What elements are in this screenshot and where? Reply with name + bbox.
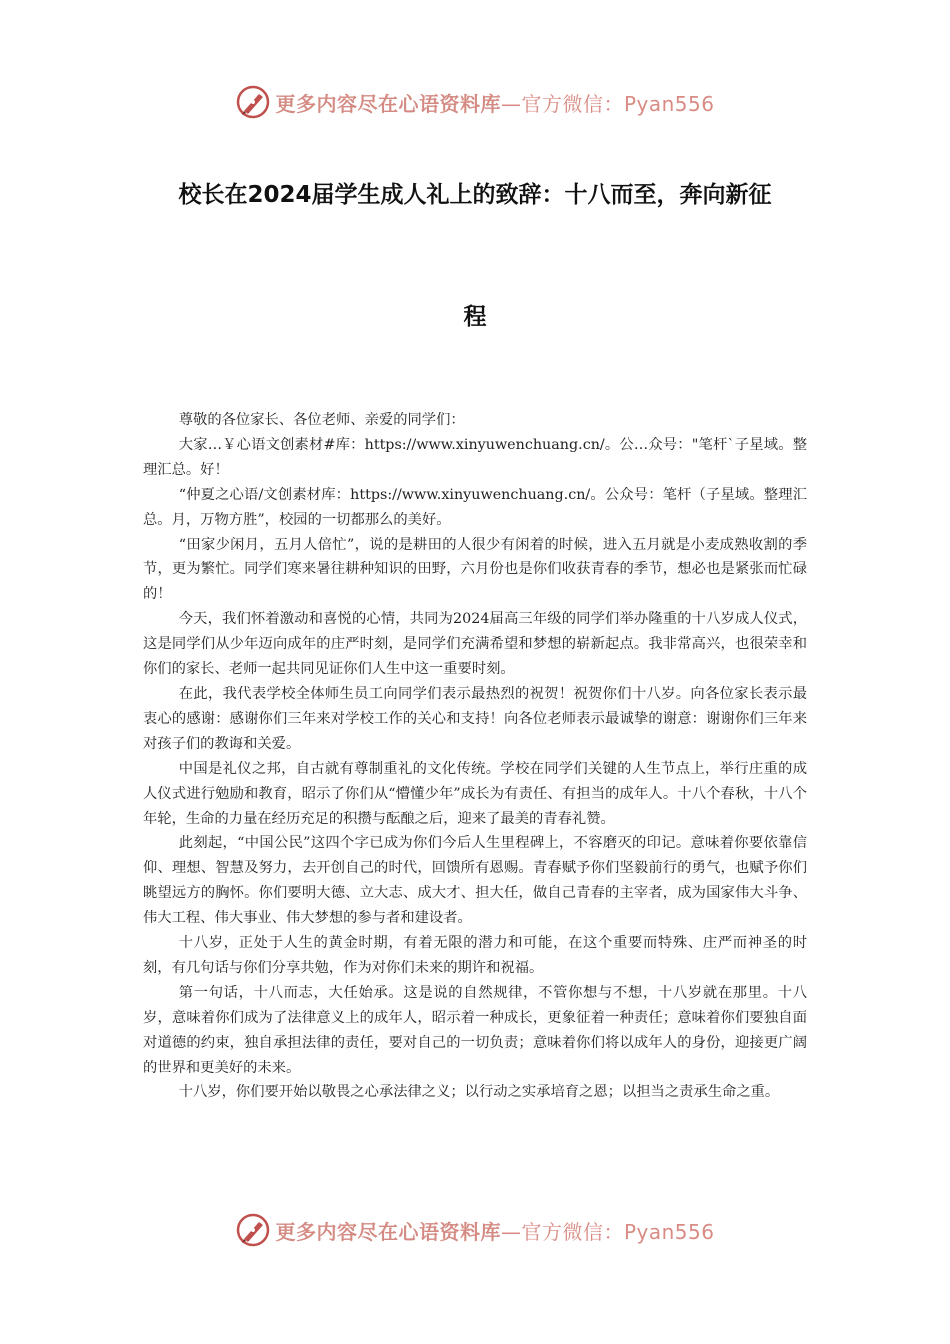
footer-watermark	[0, 1210, 950, 1250]
pen-logo-icon	[235, 1212, 271, 1248]
header-watermark	[0, 82, 950, 122]
paragraph: 第一句话，十八而志，大任始承。这是说的自然规律，不管你想与不想，十八岁就在那里。十八岁，意味着你们成为了法律意义上的成年人，昭示着一种成长，更象征着一种责任；意味着你们要独自面对道德的约束，独自承担法律的责任，要对自己的一切负责；意味着你们将以成年人的身份，迎接更广阔的世界和更美好的未来。	[143, 984, 807, 1076]
watermark-text: 更多内容尽在心语资料库—官方微信：Pyan556	[275, 91, 715, 116]
paragraph: “田家少闲月，五月人倍忙”，说的是耕田的人很少有闲着的时候，进入五月就是小麦成熟收割的季节，更为繁忙。同学们寒来暑往耕种知识的田野，六月份也是你们收获青春的季节，想必也是紧张而忙碌的！	[143, 536, 807, 603]
paragraph: 十八岁，你们要开始以敬畏之心承法律之义；以行动之实承培育之恩；以担当之责承生命之重。	[178, 1084, 780, 1101]
paragraph: 中国是礼仪之邦，自古就有尊制重礼的文化传统。学校在同学们关键的人生节点上，举行庄重的成人仪式进行勉励和教育，昭示了你们从“懵懂少年”成长为有责任、有担当的成年人。十八个春秋，十八个年轮，生命的力量在经历充足的积攒与酝酿之后，迎来了最美的青春礼赞。	[143, 760, 807, 827]
paragraph: 今天，我们怀着激动和喜悦的心情，共同为2024届高三年级的同学们举办隆重的十八岁成人仪式，这是同学们从少年迈向成年的庄严时刻，是同学们充满希望和梦想的崭新起点。我非常高兴，也很荣幸和你们的家长、老师一起共同见证你们人生中这一重要时刻。	[143, 611, 807, 678]
page-title	[140, 175, 810, 337]
paragraph: 尊敬的各位家长、各位老师、亲爱的同学们：	[178, 412, 465, 428]
paragraph: 在此，我代表学校全体师生员工向同学们表示最热烈的祝贺！祝贺你们十八岁。向各位家长表示最衷心的感谢：感谢你们三年来对学校工作的关心和支持！向各位老师表示最诚挚的谢意：谢谢你们三年来对孩子们的教诲和关爱。	[143, 685, 807, 752]
speech-body	[143, 408, 807, 1105]
paragraph: 十八岁，正处于人生的黄金时期，有着无限的潜力和可能，在这个重要而特殊、庄严而神圣的时刻，有几句话与你们分享共勉，作为对你们未来的期许和祝福。	[143, 935, 807, 976]
title-line-1: 校长在2024届学生成人礼上的致辞：十八而至，奔向新征	[178, 182, 772, 208]
watermark-text: 更多内容尽在心语资料库—官方微信：Pyan556	[275, 1219, 715, 1244]
paragraph: “仲夏之心语/文创素材库：https://www.xinyuwenchuang.cn/。公众号：笔杆（子星域。整理汇总。月，万物方胜”，校园的一切都那么的美好。	[143, 486, 807, 528]
paragraph: 大家…￥心语文创素材#库：https://www.xinyuwenchuang.cn/。公…众号："笔杆`子星域。整理汇总。好！	[143, 436, 807, 478]
paragraph: 此刻起，“中国公民”这四个字已成为你们今后人生里程碑上，不容磨灭的印记。意味着你要依靠信仰、理想、智慧及努力，去开创自己的时代，回馈所有恩赐。青春赋予你们坚毅前行的勇气，也赋予你们眺望远方的胸怀。你们要明大德、立大志、成大才、担大任，做自己青春的主宰者，成为国家伟大斗争、伟大工程、伟大事业、伟大梦想的参与者和建设者。	[143, 835, 807, 927]
pen-logo-icon	[235, 84, 271, 120]
title-line-2: 程	[463, 304, 487, 330]
